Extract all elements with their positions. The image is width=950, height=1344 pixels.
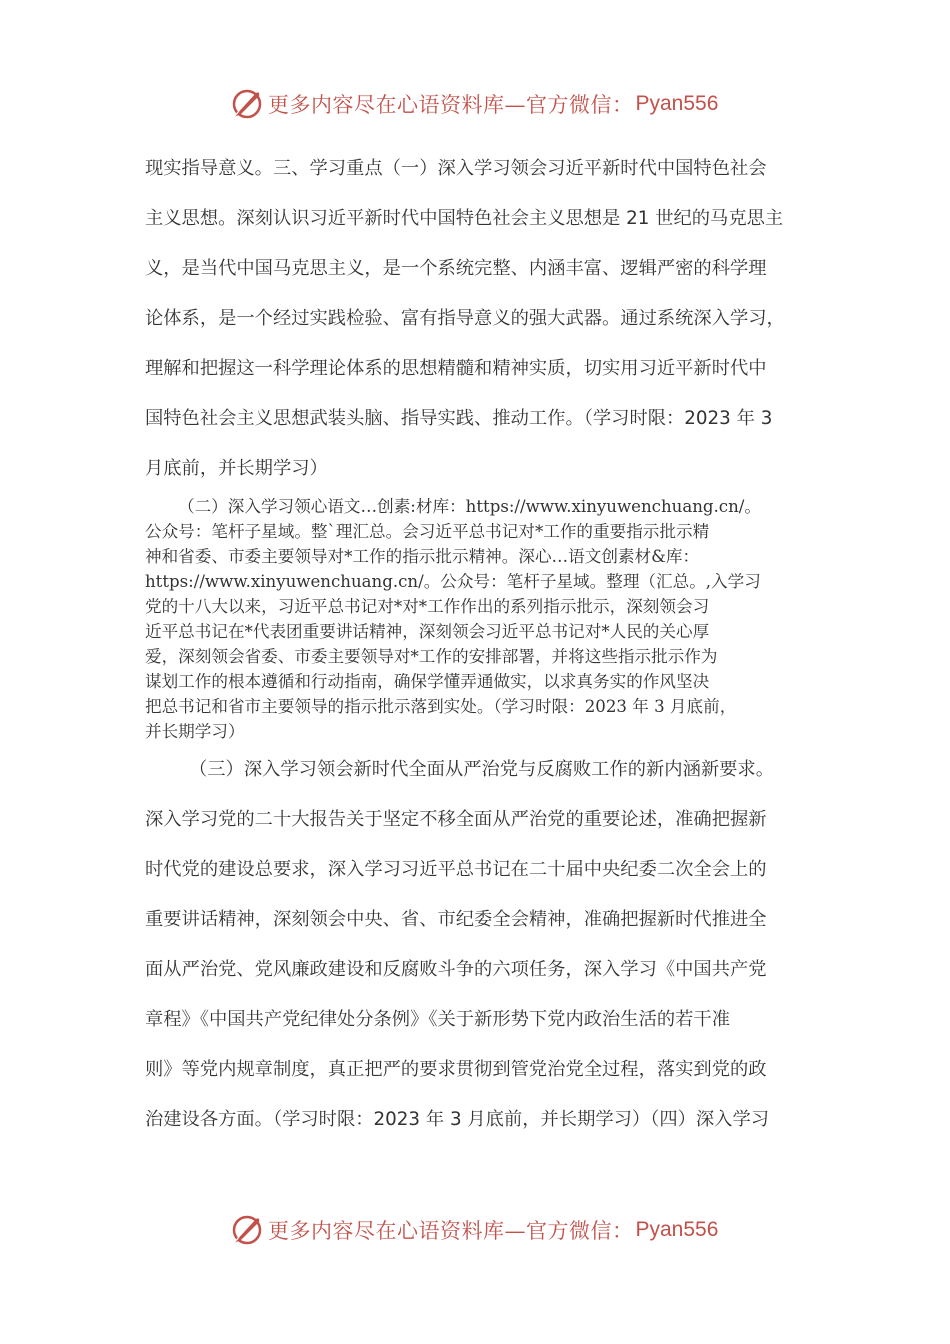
banner-wechat-id: Pyan556 [635, 92, 719, 115]
text-line: 把总书记和省市主要领导的指示批示落到实处。（学习时限：2023 年 3 月底前， [145, 697, 737, 716]
paragraph-2 [145, 494, 807, 744]
text-line: 义，是当代中国马克思主义，是一个系统完整、内涵丰富、逻辑严密的科学理 [145, 258, 767, 279]
text-line: 爱，深刻领会省委、市委主要领导对*工作的安排部署，并将这些指示批示作为 [145, 647, 718, 666]
text-line: 并长期学习） [145, 722, 245, 741]
footer-banner [230, 1208, 750, 1252]
text-line: https://www.xinyuwenchuang.cn/。公众号：笔杆子星域。整理（汇总。,入学习 [145, 572, 761, 591]
text-line: 则》等党内规章制度，真正把严的要求贯彻到管党治党全过程，落实到党的政 [145, 1059, 767, 1080]
text-line: 面从严治党、党风廉政建设和反腐败斗争的六项任务，深入学习《中国共产党 [145, 959, 767, 980]
text-line: 谋划工作的根本遵循和行动指南，确保学懂弄通做实，以求真务实的作风坚决 [145, 672, 710, 691]
quill-logo-icon [230, 1213, 264, 1247]
text-line: 国特色社会主义思想武装头脑、指导实践、推动工作。（学习时限：2023 年 3 [145, 408, 773, 429]
text-line: 时代党的建设总要求，深入学习习近平总书记在二十届中央纪委二次全会上的 [145, 859, 767, 880]
banner-text: 更多内容尽在心语资料库—官方微信： [268, 1219, 634, 1243]
text-line: 理解和把握这一科学理论体系的思想精髓和精神实质，切实用习近平新时代中 [145, 358, 767, 379]
text-line: 深入学习党的二十大报告关于坚定不移全面从严治党的重要论述，准确把握新 [145, 809, 767, 830]
text-line: 公众号：笔杆子星域。整`理汇总。会习近平总书记对*工作的重要指示批示精 [145, 522, 710, 541]
text-line: （二）深入学习领心语文…创素:材库：https://www.xinyuwenchuang.cn/。 [178, 497, 761, 516]
paragraph-3 [145, 745, 807, 1145]
text-line: 重要讲话精神，深刻领会中央、省、市纪委全会精神，准确把握新时代推进全 [145, 909, 767, 930]
text-line: 治建设各方面。（学习时限：2023 年 3 月底前，并长期学习）（四）深入学习 [145, 1109, 770, 1130]
text-line: 章程》《中国共产党纪律处分条例》《关于新形势下党内政治生活的若干准 [145, 1009, 730, 1030]
banner-wechat-id: Pyan556 [635, 1218, 719, 1241]
paragraph-1 [145, 144, 807, 494]
text-line: 主义思想。深刻认识习近平新时代中国特色社会主义思想是 21 世纪的马克思主 [145, 208, 784, 229]
text-line: 神和省委、市委主要领导对*工作的指示批示精神。深心…语文创素材&库： [145, 547, 700, 566]
text-line: 现实指导意义。三、学习重点（一）深入学习领会习近平新时代中国特色社会 [145, 158, 767, 179]
header-banner [230, 82, 750, 126]
quill-logo-icon [230, 87, 264, 121]
text-line: 论体系，是一个经过实践检验、富有指导意义的强大武器。通过系统深入学习， [145, 308, 785, 329]
text-line: （三）深入学习领会新时代全面从严治党与反腐败工作的新内涵新要求。 [189, 759, 774, 780]
text-line: 党的十八大以来，习近平总书记对*对*工作作出的系列指示批示，深刻领会习 [145, 597, 710, 616]
text-line: 月底前，并长期学习） [145, 458, 328, 479]
banner-text: 更多内容尽在心语资料库—官方微信： [268, 93, 634, 117]
text-line: 近平总书记在*代表团重要讲话精神，深刻领会习近平总书记对*人民的关心厚 [145, 622, 710, 641]
